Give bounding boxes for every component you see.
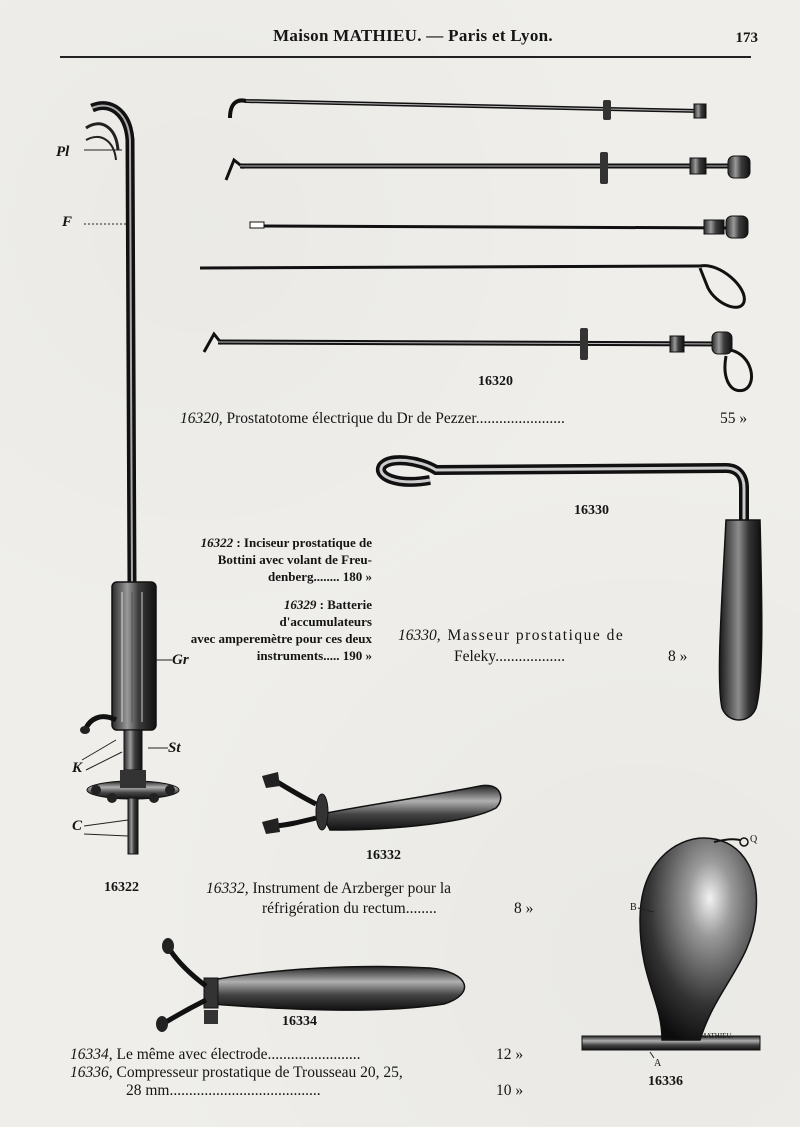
label-gr: Gr bbox=[172, 652, 189, 668]
page-header-title: Maison MATHIEU. — Paris et Lyon. bbox=[273, 26, 553, 45]
figure-number-16322: 16322 bbox=[104, 880, 139, 895]
entry-16330-leader: .................. bbox=[495, 648, 565, 665]
entry-16329-line2: avec amperemètre pour ces deux bbox=[190, 631, 372, 646]
entry-16336-price: 10 » bbox=[496, 1082, 524, 1099]
entry-16334-ref: 16334 bbox=[70, 1046, 109, 1063]
entry-16322-line1: : Inciseur prostatique de bbox=[233, 535, 372, 550]
label-c: C bbox=[72, 818, 83, 834]
entry-16320-ref: 16320 bbox=[180, 410, 219, 427]
entry-16330-line1-wrap bbox=[398, 627, 624, 645]
label-bulb-b: B bbox=[630, 902, 637, 913]
entry-16320-price: 55 » bbox=[720, 410, 748, 427]
entry-16329-price: 190 » bbox=[342, 648, 372, 663]
entry-16330-ref: 16330 bbox=[398, 627, 437, 644]
entry-16336-line1: , Compresseur prostatique de Trousseau 20, 25, bbox=[108, 1064, 403, 1081]
entry-16336-leader: ....................................... bbox=[169, 1082, 321, 1099]
entry-16336-line2: 28 mm bbox=[126, 1082, 170, 1099]
figure-number-16336: 16336 bbox=[648, 1074, 683, 1089]
figure-number-16334: 16334 bbox=[282, 1014, 317, 1029]
entry-16336-ref: 16336 bbox=[70, 1064, 109, 1081]
entry-16334-leader: ........................ bbox=[267, 1046, 361, 1063]
instrument-16332-illustration bbox=[262, 772, 501, 834]
entry-16329-line3: instruments..... bbox=[256, 648, 340, 663]
entry-16322-price: 180 » bbox=[342, 569, 372, 584]
entry-16320 bbox=[180, 410, 565, 428]
label-bulb-q: Q bbox=[750, 834, 758, 845]
figure-number-16332: 16332 bbox=[366, 848, 401, 863]
label-bulb-a: A bbox=[654, 1058, 662, 1069]
entry-16330-line2: Feleky bbox=[454, 648, 496, 665]
label-k: K bbox=[72, 760, 83, 776]
entry-16329 bbox=[190, 596, 372, 664]
entry-16332-price: 8 » bbox=[514, 900, 534, 917]
entry-16330-line1: , Masseur prostatique de bbox=[436, 627, 625, 644]
entry-16322-line2: Bottini avec volant de Freu- bbox=[217, 552, 372, 567]
label-f: F bbox=[62, 214, 73, 230]
entry-16329-line1: : Batterie d'accumulateurs bbox=[279, 597, 372, 629]
entry-16336-line2-wrap bbox=[126, 1082, 321, 1100]
entry-16322-ref: 16322 bbox=[200, 535, 234, 550]
figure-number-16320: 16320 bbox=[478, 374, 513, 389]
page-number: 173 bbox=[735, 30, 758, 46]
instrument-16322-illustration bbox=[80, 106, 179, 854]
engraving-mathieu: MATHIEU. bbox=[700, 1032, 734, 1040]
entry-16334-price: 12 » bbox=[496, 1046, 524, 1063]
entry-16322-line3: denberg........ bbox=[268, 569, 340, 584]
label-st: St bbox=[168, 740, 181, 756]
label-pl: Pl bbox=[56, 144, 70, 160]
entry-16320-text: , Prostatotome électrique du Dr de Pezzer bbox=[218, 410, 476, 427]
instrument-16336-illustration bbox=[582, 838, 760, 1058]
instrument-16320-illustration bbox=[200, 100, 752, 391]
entry-16332-line2: réfrigération du rectum........ bbox=[262, 900, 437, 917]
figure-number-16330: 16330 bbox=[574, 503, 609, 518]
entry-16332-line1-wrap bbox=[206, 880, 451, 898]
entry-16332-line1: , Instrument de Arzberger pour la bbox=[244, 880, 452, 897]
entry-16334-text: , Le même avec électrode bbox=[108, 1046, 268, 1063]
instrument-16330-illustration bbox=[381, 460, 762, 720]
entry-16334 bbox=[70, 1046, 361, 1064]
entry-16329-ref: 16329 bbox=[283, 597, 317, 612]
entry-16320-leader: ....................... bbox=[475, 410, 565, 427]
entry-16332-ref: 16332 bbox=[206, 880, 245, 897]
entry-16330-price: 8 » bbox=[668, 648, 688, 665]
entry-16336-line1-wrap bbox=[70, 1064, 403, 1082]
entry-16322 bbox=[196, 534, 372, 585]
entry-16330-line2-wrap bbox=[454, 648, 565, 666]
